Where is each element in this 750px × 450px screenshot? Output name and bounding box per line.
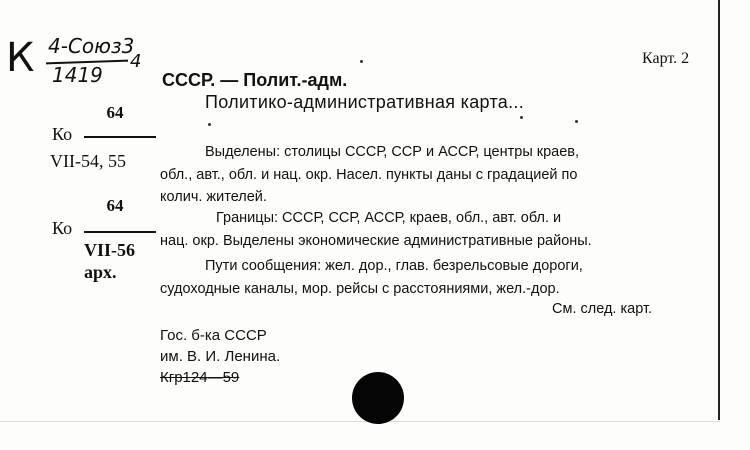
shelfmark-1-rule <box>84 136 156 138</box>
card-right-edge <box>718 0 720 420</box>
library-line-2: им. В. И. Ленина. <box>160 348 281 365</box>
shelfmark-1-prefix: Ко <box>52 124 73 144</box>
paragraph-highlights <box>160 141 715 209</box>
paragraph-line: колич. жителей. <box>160 189 267 205</box>
shelfmark-2-rule <box>84 231 156 233</box>
handwritten-suffix: 4 <box>130 51 142 72</box>
paragraph-line: Границы: СССР, ССР, АССР, краев, обл., авт. обл. и <box>216 210 562 226</box>
paragraph-line: Выделены: столицы СССР, ССР и АССР, центры краев, <box>205 144 580 160</box>
card-number: Карт. 2 <box>642 50 690 67</box>
paragraph-line: Пути сообщения: жел. дор., глав. безрельсовые дороги, <box>205 258 583 274</box>
library-line-1: Гос. б-ка СССР <box>160 327 267 344</box>
paragraph-line: судоходные каналы, мор. рейсы с расстояниями, жел.-дор. <box>160 280 560 297</box>
shelfmark-1-number: 64 <box>106 103 124 122</box>
speck <box>520 116 523 119</box>
speck <box>208 123 211 126</box>
shelfmark-2-note: арх. <box>84 262 117 282</box>
see-next-card: См. след. карт. <box>552 301 653 317</box>
shelfmark-2-prefix: Ко <box>52 218 73 238</box>
shelfmark-2-number: 64 <box>106 196 124 215</box>
paragraph-borders <box>160 207 715 252</box>
punch-hole <box>352 372 404 424</box>
paragraph-line: обл., авт., обл. и нац. окр. Насел. пункты даны с градацией по <box>160 166 578 183</box>
shelfmark-2-code: VII-56 <box>84 240 136 260</box>
paragraph-routes <box>160 255 715 300</box>
paragraph-line: нац. окр. Выделены экономические административные районы. <box>160 232 592 249</box>
library-line-3: Кгр124—59 <box>160 369 240 386</box>
card-heading: СССР. — Полит.-адм. <box>162 70 348 90</box>
handwritten-bottom: 1419 <box>52 63 103 87</box>
card-bottom-edge <box>0 421 720 422</box>
handwritten-top: 4-Союз3 <box>48 34 135 58</box>
library-info <box>160 325 280 388</box>
speck <box>360 60 363 63</box>
card-subtitle: Политико-административная карта... <box>205 92 525 112</box>
shelfmark-1-code: VII-54, 55 <box>50 151 126 171</box>
speck <box>575 120 578 123</box>
handwritten-letter: К <box>6 35 35 81</box>
